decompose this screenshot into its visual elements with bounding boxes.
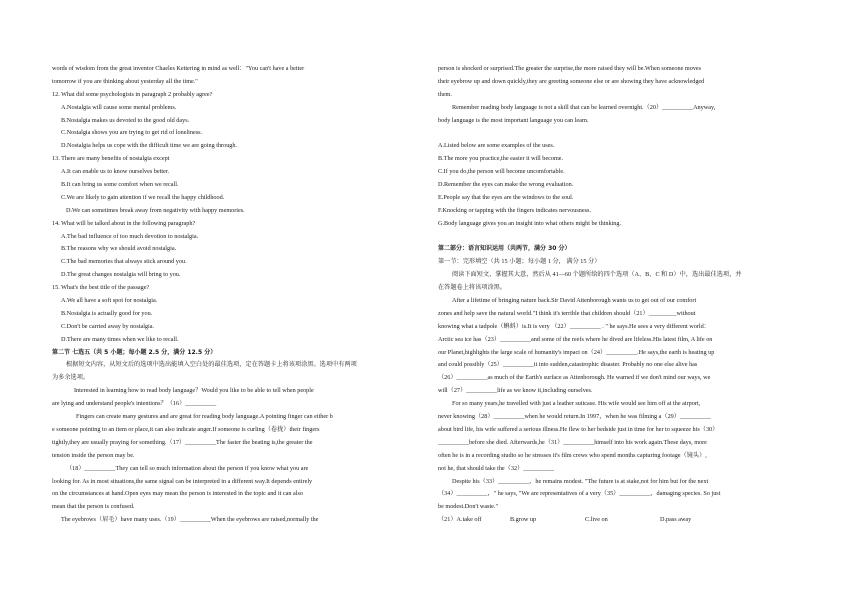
cloze-line: zones and help save the natural world."I think it's terrible that children should（21）_________without xyxy=(438,309,696,317)
choice-f: F.Knocking or tapping with the fingers indicates nervousness. xyxy=(438,206,591,214)
cloze-line: our Planet,highlights the large scale of humanity's impact on（24）__________.He says,the earth is heating up xyxy=(438,348,715,356)
q12-option-c: C.Nostalgia shows you are trying to get rid of loneliness. xyxy=(61,129,203,137)
cloze-instructions: 阅读下面短文，掌握其大意，然后从 41—60 个题所给的四个选项（A、B、C 和 D）中，选出最佳选项，并 xyxy=(452,271,742,279)
q15-option-b: B.Nostalgia is actually good for you. xyxy=(61,309,153,317)
passage-line: on the circumstances at hand.Open eyes may mean the person is interested in the topic and it can also xyxy=(52,490,304,498)
question-12: 12. What did some psychologists in paragraph 2 probably agree? xyxy=(52,90,213,98)
subsection-title: 第一节：完形填空（共 15 小题；每小题 1 分， 满分 15 分） xyxy=(438,258,601,266)
q21-option-b: B.grow up xyxy=(510,516,537,524)
choice-g: G.Body language gives you an insight into what others might be thinking. xyxy=(438,219,622,227)
q21-option-d: D.pass away xyxy=(660,516,692,524)
passage-line: e someone pointing to an item or place,it can also indicate anger.If someone is curling（卷拢）their fingers xyxy=(52,425,320,433)
passage-line: looking for. As in most situations,the same signal can be interpreted in a different way.It depends entirely xyxy=(52,477,313,485)
q15-option-c: C.Don't be carried away by nostalgia. xyxy=(61,322,155,330)
section-title: 第二节 七选五（共 5 小题；每小题 2.5 分，满分 12.5 分） xyxy=(52,348,217,356)
cloze-line: For so many years,he travelled with just a leather suitcase. His wife would see him off at the airport, xyxy=(452,400,701,408)
cloze-line: about bird life, his wife suffered a serious illness.He flew to her bedside just in time for her to squeeze his（30） xyxy=(438,425,719,433)
passage-line: tension inside the person may be. xyxy=(52,451,135,459)
choice-b: B.The more you practice,the easier it will become. xyxy=(438,155,564,163)
passage-line: Remember reading body language is not a skill that can be learned overnight.（20）__________Anyway, xyxy=(452,103,716,111)
passage-line: mean that the person is confused. xyxy=(52,503,135,511)
question-13: 13. There are many benefits of nostalgia except xyxy=(52,155,170,163)
cloze-line: __________before she died. Afterwards,he（31）__________himself into his work again.These days, more xyxy=(438,438,707,446)
cloze-instructions: 在答题卷上将该项涂黑。 xyxy=(438,284,507,292)
q13-option-b: B.It can bring us some comfort when we recall. xyxy=(61,181,179,189)
cloze-line: Despite his（33）__________，he remains modest. "The future is at stake,not for him but for the next xyxy=(452,477,709,485)
q21-option-c: C.live on xyxy=(585,516,608,524)
q15-option-a: A.We all have a soft spot for nostalgia. xyxy=(61,297,158,305)
question-14: 14. What will be talked about in the following paragraph? xyxy=(52,219,196,227)
cloze-line: never knowing（28）__________when he would return.In 1997，when he was filming a（29）__________ xyxy=(438,413,711,421)
cloze-line: not he, that should take the（32）__________ xyxy=(438,464,555,472)
choice-e: E.People say that the eyes are the windows to the soul. xyxy=(438,193,574,201)
q13-option-d: D.We can sometimes break away from negativity with happy memories. xyxy=(66,206,245,214)
left-column xyxy=(52,63,402,527)
cloze-line: （34）__________，" he says, "We are representatives of a very（35）__________，damaging species. So just xyxy=(438,490,721,498)
passage-line: body language is the most important language you can learn. xyxy=(438,116,589,124)
q12-option-a: A.Nostalgia will cause some mental problems. xyxy=(61,103,177,111)
part-title: 第二部分：语言知识运用（共两节，满分 30 分） xyxy=(438,245,571,253)
cloze-line: Arctic sea ice has（23）__________and some of the reefs where he dived are lifeless.His latest film, A life on xyxy=(438,335,713,343)
right-column xyxy=(438,63,798,527)
choice-a: A.Listed below are some examples of the uses. xyxy=(438,142,555,150)
cloze-line: After a lifetime of bringing nature back.Sir David Attenborough wants us to get out of our comfort xyxy=(452,297,697,305)
choice-c: C.If you do,the person will become uncomfortable. xyxy=(438,168,565,176)
q14-option-c: C.The bad memories that always stick around you. xyxy=(61,258,187,266)
cloze-line: and could possibly（25）__________it into sudden,catastrophic disaster. Probably no one else alive has xyxy=(438,361,698,369)
q12-option-d: D.Nostalgia helps us cope with the difficult time we are going through. xyxy=(61,142,238,150)
passage-line: Fingers can create many gestures and are great for reading body language.A pointing finger can either b xyxy=(76,413,333,421)
passage-line: are lying and understand people's intentions？（16）__________ xyxy=(52,400,217,408)
question-15: 15. What's the best title of the passage? xyxy=(52,284,150,292)
cloze-line: be modest.Don't waste." xyxy=(438,503,499,511)
cloze-line: will（27）__________life as we know it,including ourselves. xyxy=(438,387,593,395)
q13-option-c: C.We are likely to gain attention if we recall the happy childhood. xyxy=(61,193,225,201)
q15-option-d: D.There are many times when we like to recall. xyxy=(61,335,179,343)
passage-line: person is shocked or surprised.The greater the surprise,the more raised they will be.When someone moves xyxy=(438,65,702,72)
passage-line: them. xyxy=(438,90,452,98)
choice-d: D.Remember the eyes can make the wrong evaluation. xyxy=(438,181,574,189)
text-line: words of wisdom from the great inventor Chaeles Kettering in mind as well："You can't have a better xyxy=(52,65,305,72)
q14-option-a: A.The bad influence of too much devotion to nostalgia. xyxy=(61,232,199,240)
instructions-line: 为多余选项。 xyxy=(52,374,90,382)
passage-line: （18）__________They can tell so much information about the person if you know what you are xyxy=(66,464,309,472)
q14-option-d: D.The great changes nostalgia will bring to you. xyxy=(61,271,181,279)
q21-option-a: （21）A.take off xyxy=(438,516,482,524)
cloze-line: often he is in a recording studio so he stresses it's film crews who spend months capturing footage（镜头）, xyxy=(438,451,707,459)
q13-option-a: A.It can enable us to know ourselves better. xyxy=(61,168,170,176)
q21-options xyxy=(438,514,798,527)
q12-option-b: B.Nostalgia makes us devoted to the good old days. xyxy=(61,116,190,124)
passage-line: tightly,they are usually praying for something.（17）__________The faster the beating is,the greater the xyxy=(52,438,313,446)
cloze-line: knowing what a tadpole（蝌蚪）is.It is very （22）__________ . " he says.He sees a very different world： xyxy=(438,322,710,330)
cloze-line: （26）__________as much of the Earth's surface as Attenborough. He warned if we don't mind our ways, we xyxy=(438,374,711,382)
passage-line: Interested in learning how to read body language？Would you like to be able to tell when people xyxy=(74,387,314,395)
passage-line: their eyebrow up and down quickly,they are greeting someone else or are showing they have acknowledged xyxy=(438,77,705,85)
text-line: tomorrow if you are thinking about yesterday all the time." xyxy=(52,77,198,85)
q14-option-b: B.The reasons why we should avoid nostalgia. xyxy=(61,245,177,253)
instructions-line: 根据短文内容，从短文后的选项中选出能填入空白处的最佳选项，定在答题卡上将该项涂黑。选项中有两项 xyxy=(66,361,357,369)
passage-line: The eyebrows（眉毛）have many uses.（19）__________When the eyebrows are raised,normally the xyxy=(61,516,319,524)
